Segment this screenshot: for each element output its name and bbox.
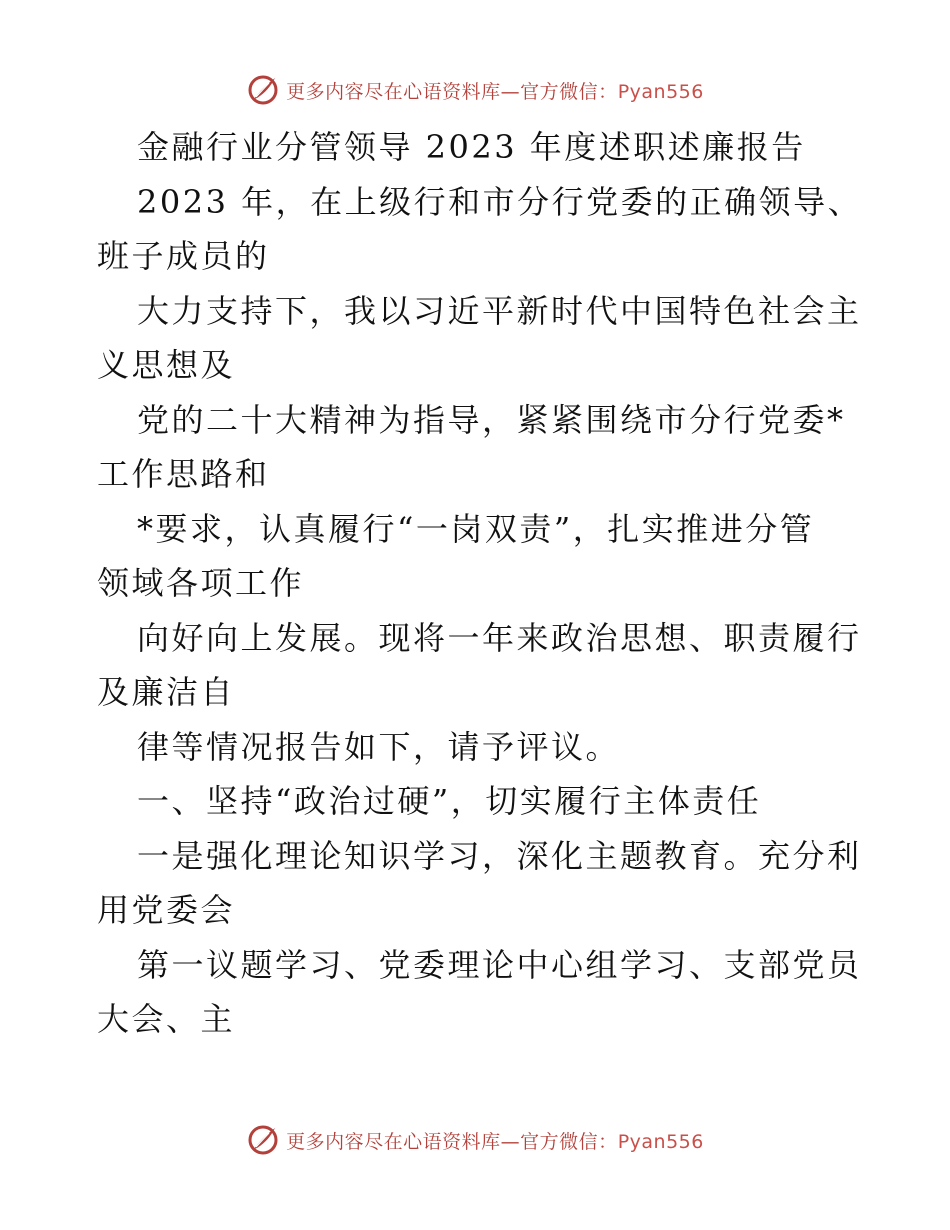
watermark-wechat-id: Pyan556: [617, 1130, 704, 1153]
watermark-title: 更多内容尽在心语资料库: [286, 1130, 501, 1153]
text-line: 用党委会: [97, 891, 236, 929]
text-line: 领域各项工作: [97, 564, 305, 602]
footer-watermark-banner: [0, 1120, 950, 1160]
text-line: 向好向上发展。现将一年来政治思想、职责履行: [137, 618, 862, 657]
watermark-separator: —: [500, 80, 521, 103]
text-line: 党的二十大精神为指导，紧紧围绕市分行党委*: [137, 400, 846, 439]
watermark-wechat-label: 官方微信：: [520, 1130, 618, 1153]
text-line: 大会、主: [97, 1000, 236, 1038]
watermark-title: 更多内容尽在心语资料库: [286, 80, 501, 103]
watermark-wechat-id: Pyan556: [617, 80, 704, 103]
feather-pen-logo-icon: [246, 73, 280, 107]
document-body: [97, 120, 863, 1047]
text-line: 工作思路和: [97, 455, 270, 493]
text-line: 义思想及: [97, 346, 236, 384]
text-line: 律等情况报告如下，请予评议。: [137, 727, 621, 766]
text-line: 2023 年，在上级行和市分行党委的正确领导、: [137, 182, 863, 221]
watermark-wechat-label: 官方微信：: [520, 80, 618, 103]
text-line: 及廉洁自: [97, 673, 236, 711]
header-watermark-banner: [0, 70, 950, 110]
text-line: *要求，认真履行“一岗双责”，扎实推进分管: [137, 509, 815, 548]
text-line: 一是强化理论知识学习，深化主题教育。充分利: [137, 836, 862, 875]
text-line: 大力支持下，我以习近平新时代中国特色社会主: [137, 291, 862, 330]
text-line: 一、坚持“政治过硬”，切实履行主体责任: [137, 782, 762, 820]
watermark-text: [286, 77, 704, 104]
watermark-text: [286, 1127, 704, 1154]
text-line: 班子成员的: [97, 237, 270, 275]
watermark-separator: —: [500, 1130, 521, 1153]
text-line: 金融行业分管领导 2023 年度述职述廉报告: [137, 128, 806, 166]
feather-pen-logo-icon: [246, 1123, 280, 1157]
text-line: 第一议题学习、党委理论中心组学习、支部党员: [137, 945, 862, 984]
